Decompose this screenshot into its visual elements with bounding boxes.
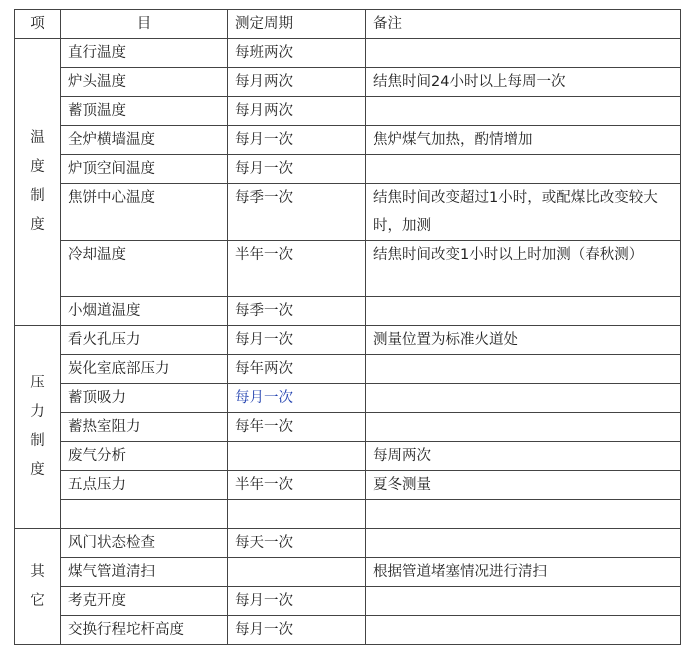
table-row [15,184,681,241]
item-cell: 蓄顶吸力 [61,384,228,413]
period-cell: 每月一次 [228,326,366,355]
table-row [15,68,681,97]
header-target: 目 [61,10,228,39]
table-row [15,384,681,413]
category-cell [15,529,61,645]
table-row [15,558,681,587]
table-row [15,326,681,355]
item-cell: 看火孔压力 [61,326,228,355]
table-row [15,241,681,297]
table-row [15,126,681,155]
table-row [15,587,681,616]
period-cell [228,442,366,471]
item-cell: 交换行程坨杆高度 [61,616,228,645]
note-cell: 测量位置为标准火道处 [366,326,681,355]
category-label: 温度制度 [30,130,45,233]
note-cell [366,413,681,442]
table-row [15,471,681,500]
note-cell [366,355,681,384]
table-row [15,355,681,384]
item-cell: 蓄热室阻力 [61,413,228,442]
period-cell: 半年一次 [228,471,366,500]
header-note: 备注 [366,10,681,39]
period-cell: 每年两次 [228,355,366,384]
period-cell: 每天一次 [228,529,366,558]
item-cell: 风门状态检查 [61,529,228,558]
period-cell [228,558,366,587]
period-cell: 每月一次 [228,587,366,616]
period-cell: 半年一次 [228,241,366,297]
note-cell [366,500,681,529]
header-row [15,10,681,39]
period-cell: 每月两次 [228,97,366,126]
category-cell [15,326,61,529]
table-row [15,413,681,442]
item-cell: 焦饼中心温度 [61,184,228,241]
item-cell: 炉顶空间温度 [61,155,228,184]
period-cell: 每月一次 [228,155,366,184]
item-cell: 直行温度 [61,39,228,68]
note-cell: 根据管道堵塞情况进行清扫 [366,558,681,587]
note-cell: 夏冬测量 [366,471,681,500]
item-cell: 煤气管道清扫 [61,558,228,587]
item-cell: 蓄顶温度 [61,97,228,126]
header-item: 项 [15,10,61,39]
note-cell: 结焦时间改变1小时以上时加测（春秋测） [366,241,681,297]
item-cell: 废气分析 [61,442,228,471]
note-cell: 焦炉煤气加热，酌情增加 [366,126,681,155]
item-cell: 炭化室底部压力 [61,355,228,384]
note-cell [366,297,681,326]
note-cell: 结焦时间改变超过1小时，或配煤比改变较大时，加测 [366,184,681,241]
category-cell [15,39,61,326]
table-row [15,529,681,558]
note-cell: 每周两次 [366,442,681,471]
table-row [15,97,681,126]
item-cell: 小烟道温度 [61,297,228,326]
table-row [15,442,681,471]
table-row [15,39,681,68]
period-cell: 每月一次 [228,126,366,155]
period-cell: 每季一次 [228,297,366,326]
period-cell: 每月两次 [228,68,366,97]
note-cell [366,529,681,558]
header-period: 测定周期 [228,10,366,39]
note-cell [366,616,681,645]
item-cell: 考克开度 [61,587,228,616]
period-cell [228,500,366,529]
note-cell [366,155,681,184]
period-cell: 每月一次 [228,616,366,645]
note-cell [366,587,681,616]
table-row [15,500,681,529]
note-cell: 结焦时间24小时以上每周一次 [366,68,681,97]
note-cell [366,384,681,413]
period-cell: 每班两次 [228,39,366,68]
item-cell [61,500,228,529]
category-label: 压力制度 [30,375,45,478]
table-row [15,297,681,326]
category-label: 其它 [30,563,45,609]
item-cell: 炉头温度 [61,68,228,97]
item-cell: 全炉横墙温度 [61,126,228,155]
period-cell: 每年一次 [228,413,366,442]
table-row [15,616,681,645]
period-cell: 每月一次 [228,384,366,413]
item-cell: 五点压力 [61,471,228,500]
item-cell: 冷却温度 [61,241,228,297]
period-cell: 每季一次 [228,184,366,241]
note-cell [366,97,681,126]
note-cell [366,39,681,68]
table-row [15,155,681,184]
measurement-schedule-table [14,9,681,645]
